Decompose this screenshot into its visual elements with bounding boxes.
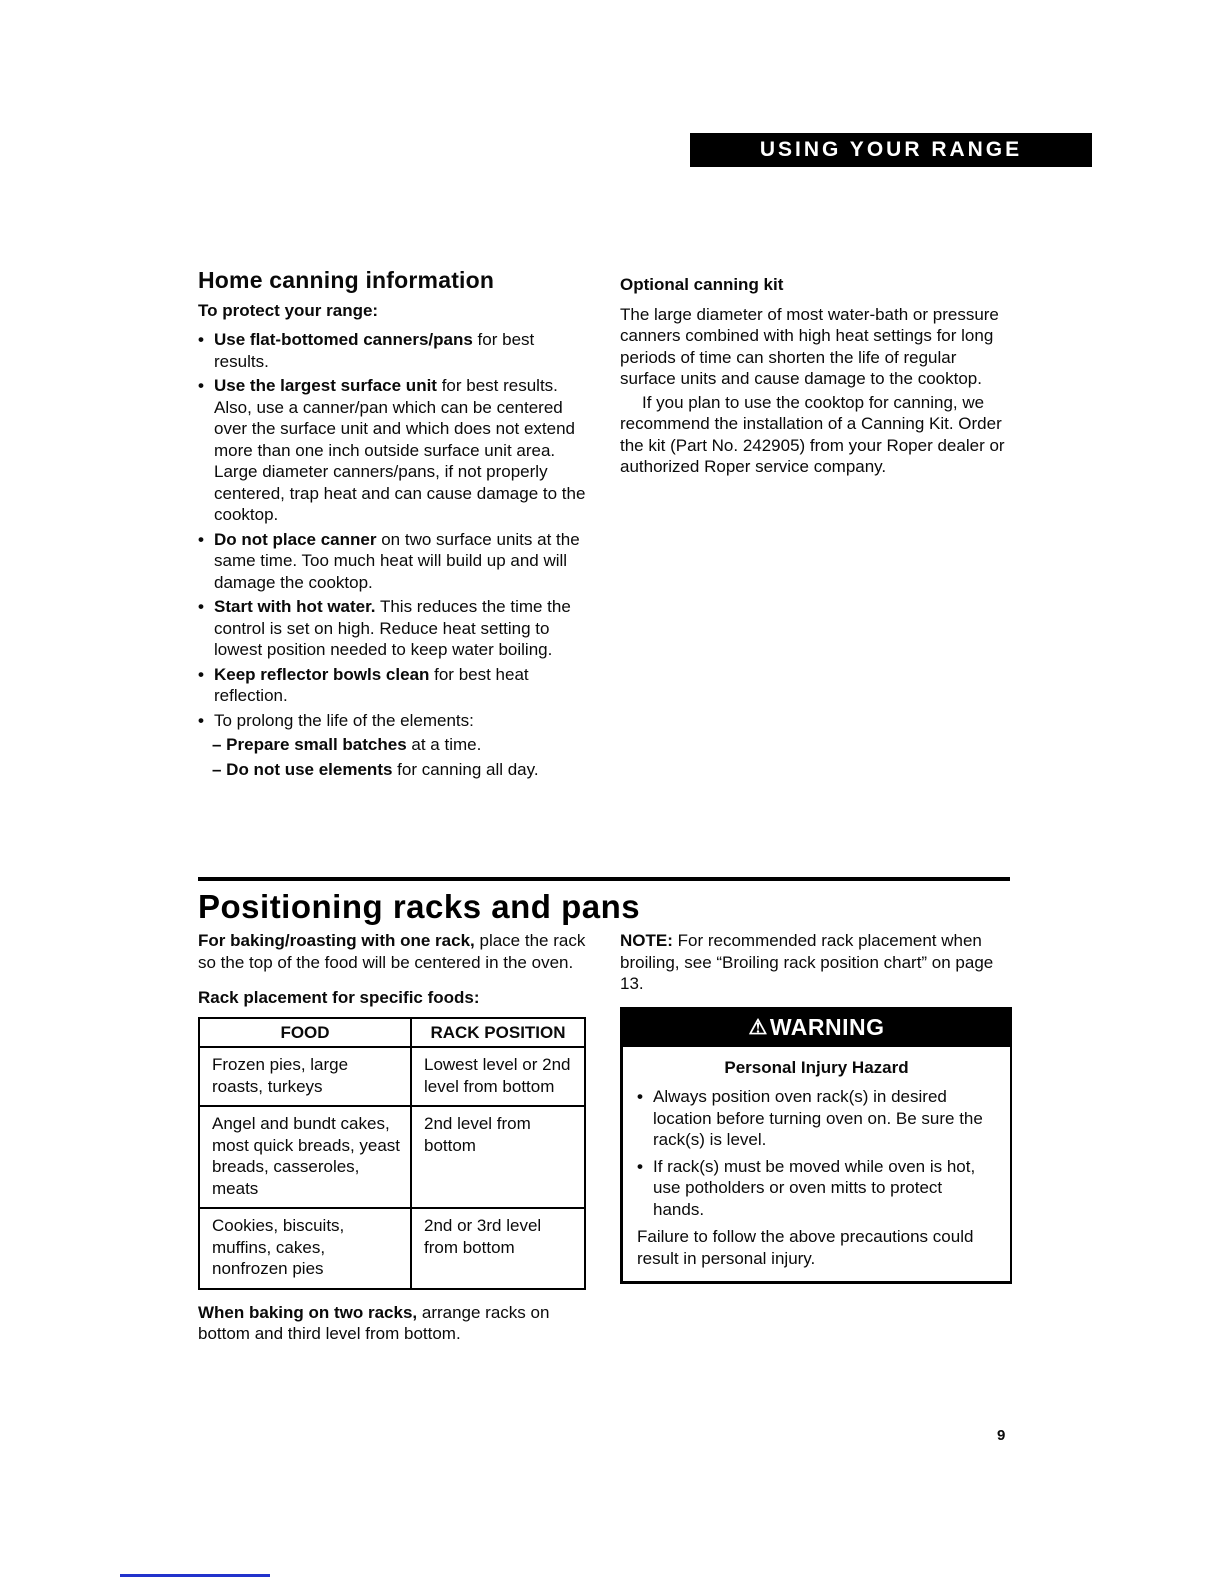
table-header-row	[199, 1018, 585, 1048]
bullet-text: on two surface units at the same time. Too much heat will build up and will damage the cooktop.	[214, 529, 580, 592]
rack-outro-text: arrange racks on bottom and third level from bottom.	[198, 1302, 550, 1343]
bullet-bold: Do not place canner	[214, 529, 377, 549]
home-canning-section	[198, 267, 586, 783]
list-item	[198, 596, 586, 661]
rack-intro-text: place the rack so the top of the food will be centered in the oven.	[198, 931, 586, 972]
bullet-text: for best results.	[214, 330, 535, 371]
bullet-bold: Use flat-bottomed canners/pans	[214, 330, 473, 349]
rack-intro-bold: For baking/roasting with one rack,	[198, 931, 475, 950]
warning-banner	[623, 1009, 1010, 1047]
rack-intro	[198, 930, 586, 973]
rack-outro-bold: When baking on two racks,	[198, 1302, 418, 1322]
bullet-bold: Keep reflector bowls clean	[214, 664, 430, 684]
broiling-note	[620, 930, 1012, 995]
list-item	[198, 710, 586, 732]
optional-canning-title: Optional canning kit	[620, 275, 784, 294]
home-canning-title: Home canning information	[198, 267, 495, 293]
warning-body	[623, 1047, 1010, 1282]
table-cell-food: Cookies, biscuits, muffins, cakes, nonfrozen pies	[199, 1208, 411, 1289]
table-row	[199, 1047, 585, 1106]
note-text: For recommended rack placement when broiling, see “Broiling rack position chart” on page 13.	[620, 931, 994, 993]
list-item	[198, 529, 586, 594]
optional-canning-paragraph: If you plan to use the cooktop for canning, we recommend the installation of a Canning Kit. Order the kit (Part No. 242905) from your Roper dealer or authorized Roper service company.	[620, 392, 1005, 476]
list-item	[212, 759, 586, 781]
section-banner	[690, 133, 1092, 167]
bullet-text: This reduces the time the control is set on high. Reduce heat setting to lowest position needed to keep water boiling.	[214, 597, 571, 659]
list-item	[198, 329, 586, 372]
table-cell-food: Frozen pies, large roasts, turkeys	[199, 1047, 411, 1106]
warning-box	[620, 1007, 1012, 1285]
bullet-bold: – Prepare small batches	[212, 735, 407, 754]
warning-footer: Failure to follow the above precautions could result in personal injury.	[637, 1227, 974, 1268]
list-item	[212, 734, 586, 756]
rack-outro	[198, 1302, 586, 1345]
list-item	[198, 375, 586, 526]
bullet-bold: Start with hot water.	[214, 597, 376, 616]
warning-section	[620, 930, 1012, 1284]
rack-table-caption: Rack placement for specific foods:	[198, 988, 480, 1007]
scan-artifact-line	[120, 1574, 270, 1577]
bullet-text: for best heat reflection.	[214, 664, 529, 705]
table-cell-position: Lowest level or 2nd level from bottom	[411, 1047, 585, 1106]
warning-banner-label: WARNING	[769, 1013, 885, 1040]
table-row	[199, 1106, 585, 1208]
list-item: • Always position oven rack(s) in desired location before turning oven on. Be sure the rack(s) is level.	[637, 1086, 996, 1151]
table-cell-position: 2nd level from bottom	[411, 1106, 585, 1208]
warning-title: Personal Injury Hazard	[724, 1057, 909, 1077]
list-item	[198, 664, 586, 707]
rack-placement-table	[198, 1017, 586, 1290]
bullet-text: at a time.	[406, 735, 482, 754]
note-bold: NOTE:	[620, 931, 673, 950]
section-banner-label: USING YOUR RANGE	[759, 138, 1023, 161]
home-canning-sub-list	[212, 734, 586, 780]
warning-triangle-icon: ⚠	[748, 1016, 768, 1039]
bullet-text: for canning all day.	[392, 759, 539, 779]
bullet-text: To prolong the life of the elements:	[214, 710, 474, 730]
home-canning-bullet-list	[198, 329, 586, 731]
warning-bullet-list	[637, 1086, 996, 1220]
table-cell-position: 2nd or 3rd level from bottom	[411, 1208, 585, 1289]
section-divider	[198, 877, 1010, 881]
rack-placement-section	[198, 930, 586, 1347]
table-cell-food: Angel and bundt cakes, most quick breads, yeast breads, casseroles, meats	[199, 1106, 411, 1208]
positioning-title: Positioning racks and pans	[198, 888, 641, 925]
optional-canning-paragraph: The large diameter of most water-bath or pressure canners combined with high heat settings for long periods of time can shorten the life of regular surface units and cause damage to the cooktop.	[620, 304, 999, 388]
bullet-bold: – Do not use elements	[212, 759, 393, 779]
table-header-position: RACK POSITION	[411, 1018, 585, 1048]
page-number: 9	[997, 1427, 1006, 1444]
list-item: • If rack(s) must be moved while oven is hot, use potholders or oven mitts to protect hands.	[637, 1156, 996, 1221]
optional-canning-section	[620, 274, 1012, 480]
table-header-food: FOOD	[199, 1018, 411, 1048]
table-row	[199, 1208, 585, 1289]
bullet-bold: Use the largest surface unit	[214, 376, 437, 395]
bullet-text: for best results. Also, use a canner/pan which can be centered over the surface unit and which does not extend more than one inch outside surface unit area. Large diameter canners/pans, if not properly centered, trap heat and can cause damage to the cooktop.	[214, 376, 586, 524]
home-canning-subtitle: To protect your range:	[198, 300, 379, 320]
